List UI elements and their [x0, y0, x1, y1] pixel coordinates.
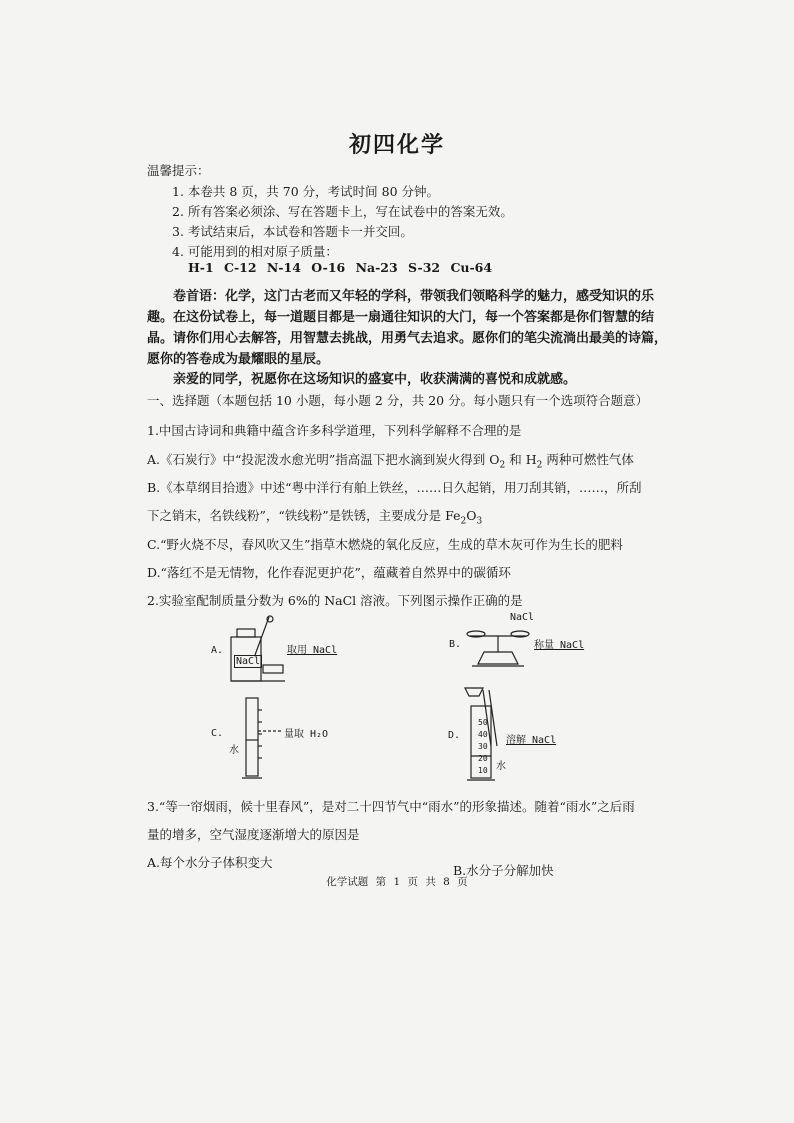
fig-a-caption: 取用 NaCl	[287, 645, 338, 656]
greeting-line: 亲爱的同学，祝愿你在这场知识的盛宴中，收获满满的喜悦和成就感。	[173, 372, 577, 387]
fig-c-caption: 量取 H₂O	[284, 729, 329, 740]
fig-d-water-label: 水	[496, 761, 506, 772]
fig-a-reagent-bottle	[225, 615, 285, 685]
fig-a-letter: A.	[211, 645, 224, 656]
fig-d-mark: 10	[478, 766, 488, 775]
q1-option-b-line1: B.《本草纲目拾遗》中述“粤中洋行有舶上铁丝，……日久起销，用刀刮其销，……，所刮	[147, 480, 642, 495]
fig-d-mark: 40	[478, 730, 488, 739]
tips-heading: 温馨提示：	[147, 163, 210, 178]
page-footer: 化学试题 第 1 页 共 8 页	[326, 876, 468, 888]
q1-option-a: A.《石炭行》中“投泥泼水愈光明”指高温下把水滴到炭火得到 $O_2$ 和 $H_2$ 两种可燃性气体	[147, 452, 634, 471]
q2-stem: 2.实验室配制质量分数为 6%的 NaCl 溶液。下列图示操作正确的是	[147, 593, 523, 608]
atomic-masses: H-1 C-12 N-14 O-16 Na-23 S-32 Cu-64	[188, 260, 493, 275]
fig-c-water-label: 水	[229, 745, 239, 756]
fig-b-balance	[462, 622, 534, 670]
fig-c-letter: C.	[211, 728, 224, 739]
tip-item: 2. 所有答案必须涂、写在答题卡上，写在试卷中的答案无效。	[172, 204, 513, 219]
fig-b-letter: B.	[449, 639, 462, 650]
fig-b-top-label: NaCl	[510, 612, 535, 623]
preface-paragraph: 卷首语：化学，这门古老而又年轻的学科，带领我们领略科学的魅力，感受知识的乐趣。在这份试卷上，每一道题目都是一扇通往知识的大门，每一个答案都是你们智慧的结晶。请你们用心去解答，用智慧去挑战，用勇气去追求。愿你们的笔尖流淌出最美的诗篇，愿你的答卷成为最耀眼的星辰。	[147, 289, 668, 367]
section-heading: 一、选择题（本题包括 10 小题，每小题 2 分，共 20 分。每小题只有一个选项符合题意）	[147, 393, 649, 408]
fig-d-letter: D.	[448, 730, 461, 741]
q1-a-part3: 两种可燃性气体	[542, 452, 634, 467]
q1-stem: 1.中国古诗词和典籍中蕴含许多科学道理，下列科学解释不合理的是	[147, 423, 522, 438]
tip-item: 4. 可能用到的相对原子质量：	[172, 244, 338, 259]
page-title: 初四化学	[348, 132, 445, 158]
fig-d-mark: 30	[478, 742, 488, 751]
fig-d-mark: 20	[478, 754, 488, 763]
fig-d-caption: 溶解 NaCl	[506, 735, 557, 746]
q3-stem-line2: 量的增多，空气湿度逐渐增大的原因是	[147, 827, 360, 842]
q3-option-a: A.每个水分子体积变大	[147, 855, 273, 870]
tip-item: 1. 本卷共 8 页，共 70 分，考试时间 80 分钟。	[172, 184, 440, 199]
fig-d-cylinder-with-rod	[463, 686, 513, 784]
q1-option-d: D.“落红不是无情物，化作春泥更护花”，蕴藏着自然界中的碳循环	[147, 565, 511, 580]
q3-stem-line1: 3.“等一帘烟雨，候十里春风”，是对二十四节气中“雨水”的形象描述。随着“雨水”之后雨	[147, 799, 635, 814]
q1-b-part1: 下之销末，名铁线粉”，“铁线粉”是铁锈，主要成分是 Fe	[147, 508, 461, 523]
q1-a-part2: 和 H	[505, 452, 537, 467]
q1-option-c: C.“野火烧不尽，春风吹又生”指草木燃烧的氧化反应，生成的草木灰可作为生长的肥料	[147, 537, 623, 552]
q3-option-b: B.水分子分解加快	[453, 863, 554, 878]
fig-c-graduated-cylinder	[238, 694, 288, 786]
fig-d-mark: 50	[478, 718, 488, 727]
q1-b-part2: O	[466, 508, 477, 523]
tip-item: 3. 考试结束后，本试卷和答题卡一并交回。	[172, 224, 413, 239]
fig-b-caption: 称量 NaCl	[534, 640, 585, 651]
q1-option-b-line2: 下之销末，名铁线粉”，“铁线粉”是铁锈，主要成分是 $Fe_2O_3$	[147, 508, 483, 527]
fig-a-bottle-label: NaCl	[236, 656, 261, 667]
q1-a-part1: A.《石炭行》中“投泥泼水愈光明”指高温下把水滴到炭火得到 O	[147, 452, 500, 467]
